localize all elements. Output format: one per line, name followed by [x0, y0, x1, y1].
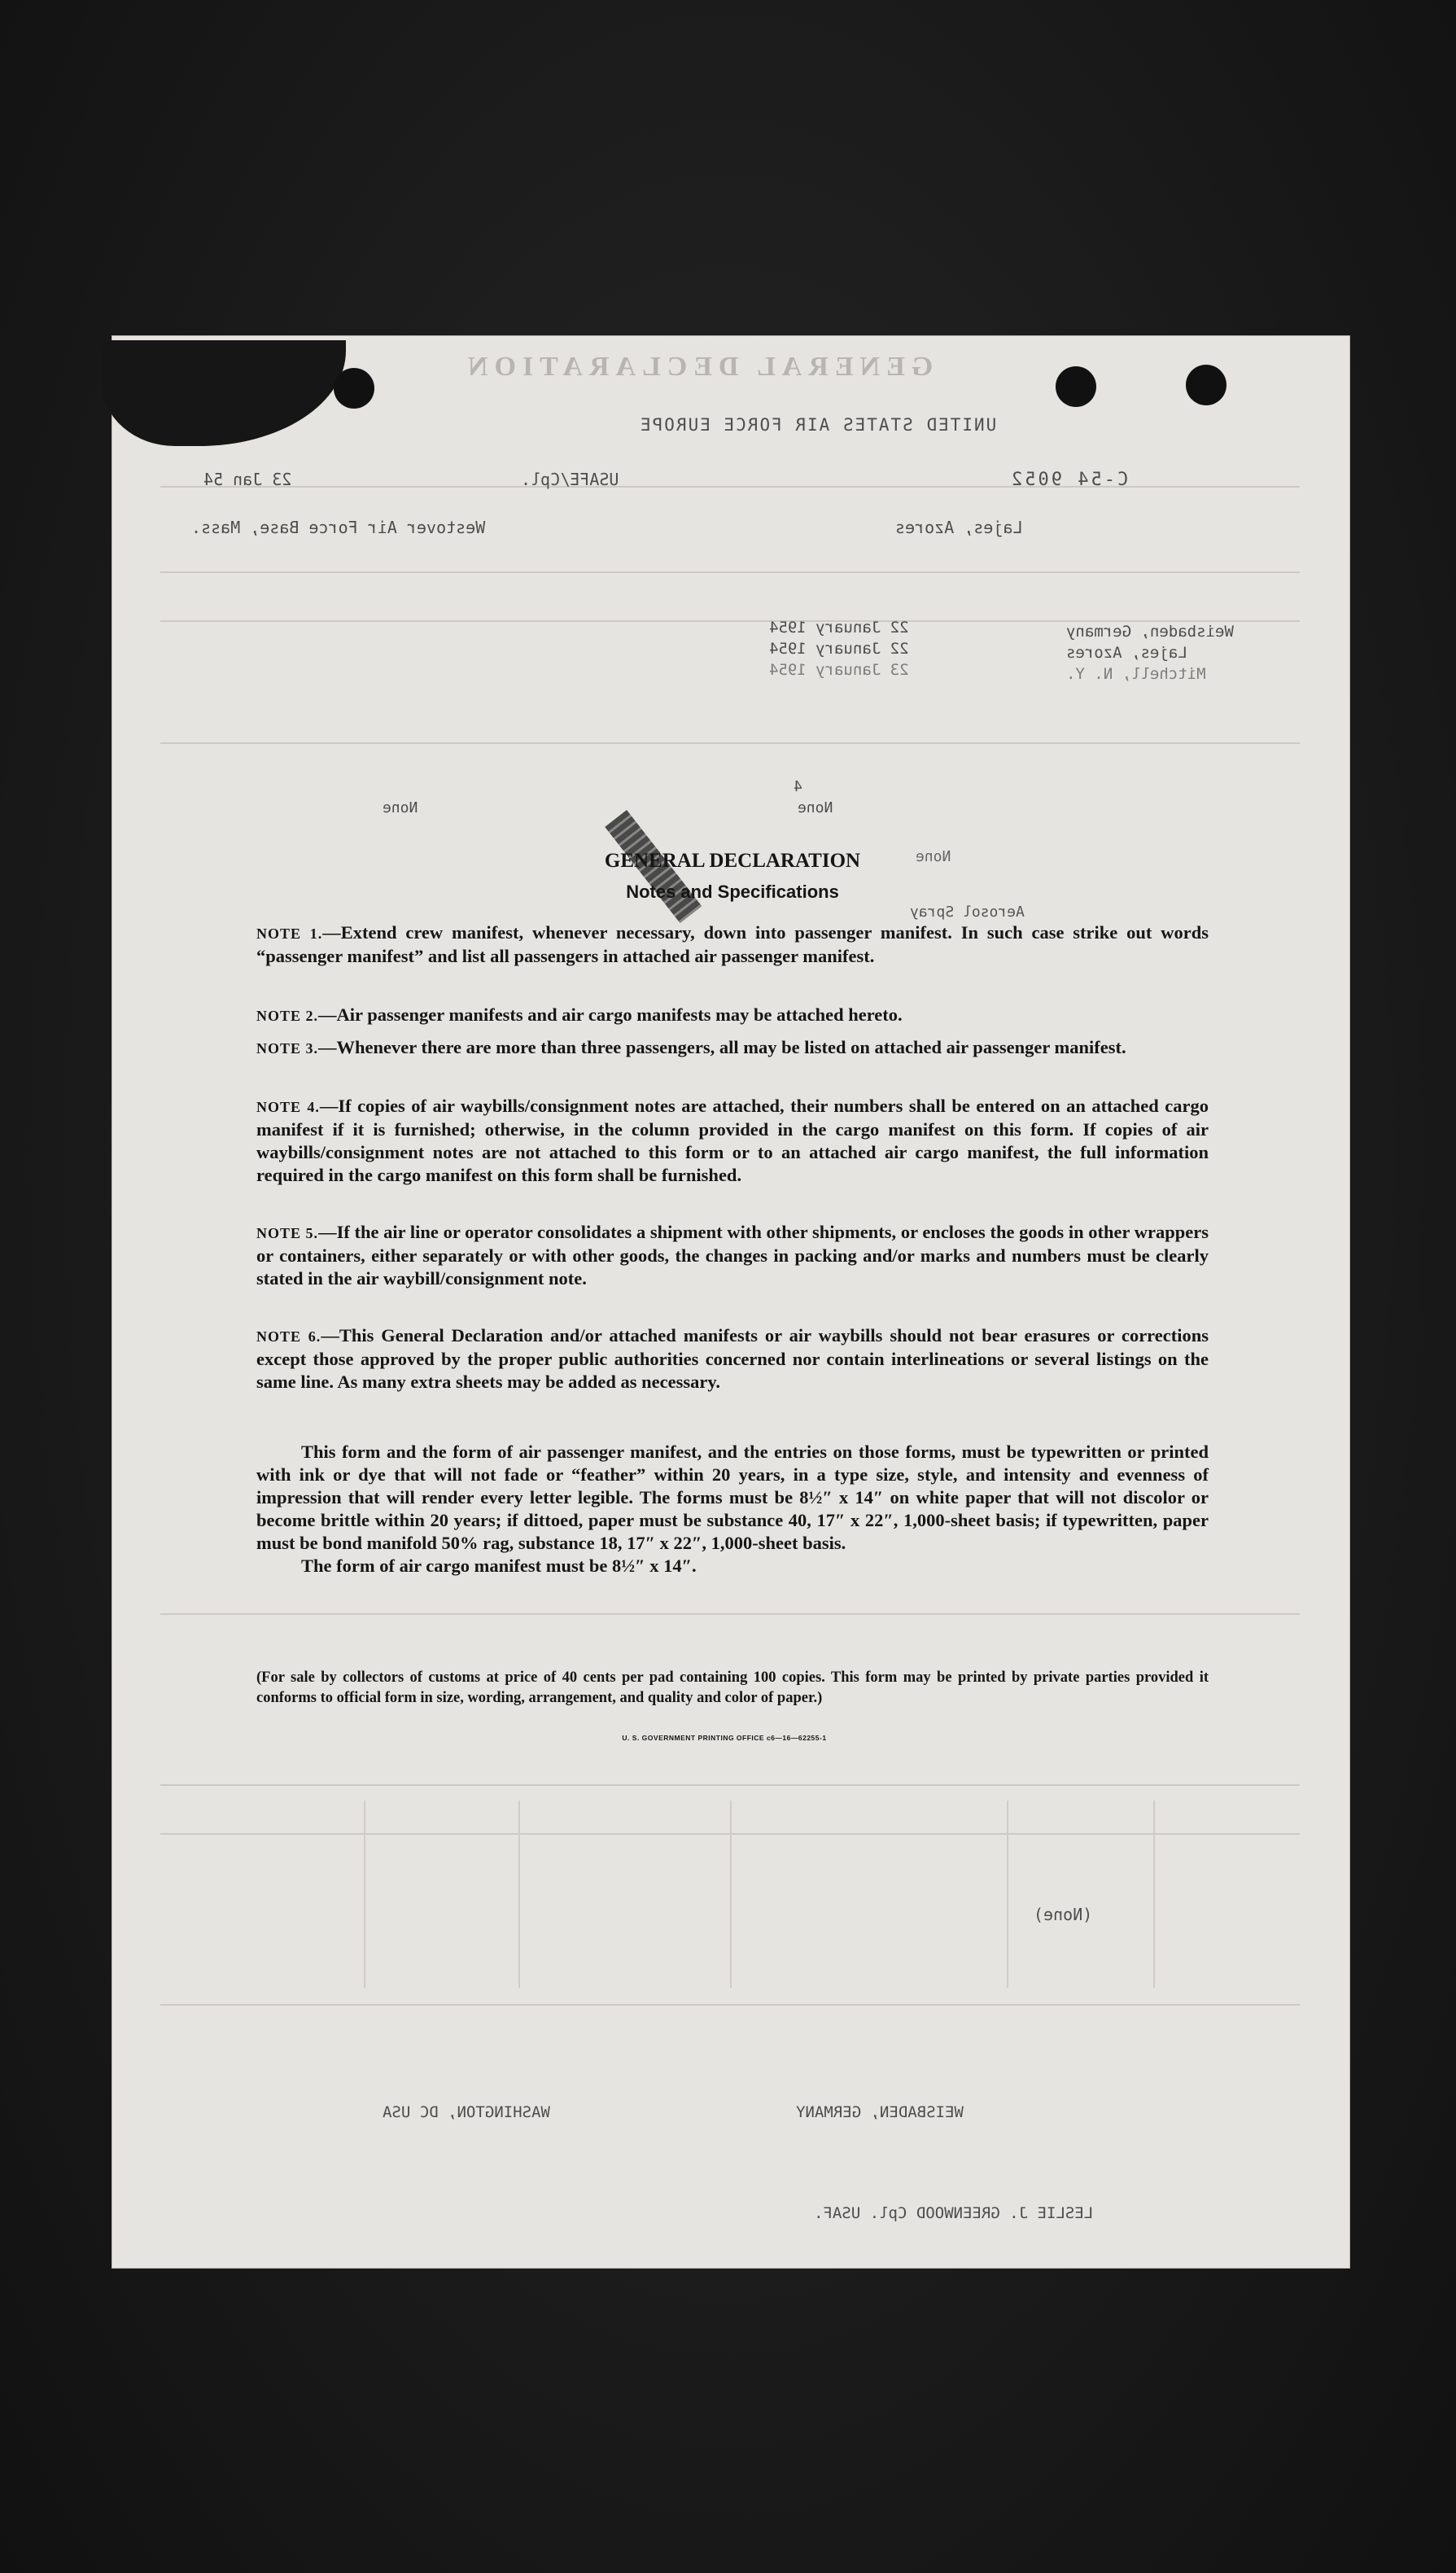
bleed-destination: WASHINGTON, DC USA: [383, 2103, 550, 2121]
note-text: —If the air line or operator consolidates a shipment with other shipments, or encloses the goods in other wrappers or containers, either separately or with other goods, the changes in packing and/or marks and numbers must be clearly stated in the air waybill/consignment note.: [256, 1222, 1209, 1289]
bleed-itinerary-place: Lajes, Azores: [1066, 644, 1187, 662]
bleed-header-title: GENERAL DECLARATION: [461, 352, 934, 382]
note-6: [256, 1324, 1209, 1394]
ghost-rule: [1007, 1801, 1008, 1988]
ghost-rule: [160, 486, 1300, 488]
note-4: [256, 1095, 1209, 1187]
note-5: [256, 1221, 1209, 1290]
ghost-rule: [160, 620, 1300, 622]
note-label: NOTE 4.: [256, 1099, 320, 1115]
bleed-itinerary-date: 22 January 1954: [769, 640, 909, 658]
ghost-rule: [1153, 1801, 1155, 1988]
note-label: NOTE 1.: [256, 925, 323, 942]
bleed-embarked: WEISBADEN, GERMANY: [796, 2103, 964, 2121]
ghost-rule: [160, 571, 1300, 573]
bleed-none: None: [798, 799, 833, 816]
ghost-rule: [518, 1801, 520, 1988]
sale-notice: (For sale by collectors of customs at price of 40 cents per pad containing 100 copies. This form may be printed by private parties provided it conforms to official form in size, wording, arrangement, and quality and color of paper.): [256, 1669, 1209, 1706]
note-1: [256, 921, 1209, 968]
page-title: GENERAL DECLARATION: [604, 850, 861, 872]
note-text: —Air passenger manifests and air cargo manifests may be attached hereto.: [318, 1004, 903, 1025]
ghost-rule: [160, 742, 1300, 744]
bleed-spray: Aerosol Spray: [910, 904, 1025, 921]
bleed-date: 23 Jan 54: [203, 470, 292, 489]
note-2: [256, 1004, 1209, 1027]
ghost-rule: [364, 1801, 365, 1988]
page-subtitle: Notes and Specifications: [626, 882, 839, 902]
note-text: —If copies of air waybills/consignment notes are attached, their numbers shall be entered on an attached cargo manifest if it is furnished; otherwise, in the column provided in the cargo manifest on this form. If copies of air waybills/consignment notes are not attached to this form or to an attached air cargo manifest, the full information required in the cargo manifest on this form shall be furnished.: [256, 1096, 1209, 1185]
ghost-rule: [160, 1784, 1300, 1786]
bleed-signature: LESLIE J. GREENWOOD Cpl. USAF.: [814, 2204, 1094, 2222]
bleed-itinerary-place: Weisbaden, Germany: [1066, 623, 1234, 641]
note-3: [256, 1036, 1209, 1060]
bleed-passengers: 4: [794, 778, 802, 795]
bleed-departure: Lajes, Azores: [895, 518, 1023, 537]
ghost-rule: [160, 2004, 1300, 2006]
bleed-arrival: Westover Air Force Base, Mass.: [191, 518, 486, 537]
ghost-rule: [730, 1801, 732, 1988]
bleed-itinerary-date: 23 January 1954: [769, 661, 909, 679]
note-text: —Extend crew manifest, whenever necessary, down into passenger manifest. In such case strike out words “passenger manifest” and list all passengers in attached air passenger manifest.: [256, 922, 1209, 966]
punch-hole: [334, 368, 374, 409]
punch-hole: [1056, 366, 1096, 407]
bleed-itinerary-date: 22 January 1954: [769, 619, 909, 637]
bleed-none: None: [383, 799, 418, 816]
note-label: NOTE 2.: [256, 1008, 319, 1024]
note-text: —Whenever there are more than three passengers, all may be listed on attached air passenger manifest.: [318, 1037, 1126, 1057]
specification-text: This form and the form of air passenger manifest, and the entries on those forms, must be typewritten or printed with ink or dye that will not fade or “feather” within 20 years, in a type size, style, and intensity and evenness of impression that will render every letter legible. The forms must be 8½″ x 14″ on white paper that will not discolor or become brittle within 20 years; if dittoed, paper must be substance 40, 17″ x 22″, 1,000-sheet basis; if typewritten, paper must be bond manifold 50% rag, substance 18, 17″ x 22″, 1,000-sheet basis.: [256, 1442, 1209, 1553]
note-label: NOTE 5.: [256, 1225, 319, 1241]
specification-paragraph: [256, 1441, 1209, 1577]
bleed-rank: USAFE/Cpl.: [521, 470, 619, 489]
bleed-flight: C-54 9052: [1009, 470, 1129, 490]
punch-hole: [1186, 365, 1226, 405]
note-label: NOTE 3.: [256, 1040, 319, 1057]
bleed-operator: UNITED STATES AIR FORCE EUROPE: [639, 415, 997, 435]
bleed-none: None: [916, 848, 951, 865]
ghost-rule: [160, 1613, 1300, 1615]
printer-imprint: U. S. GOVERNMENT PRINTING OFFICE c6—16—62255-1: [622, 1734, 827, 1742]
bleed-cargo-none: (None): [1034, 1905, 1093, 1924]
note-text: —This General Declaration and/or attached manifests or air waybills should not bear erasures or corrections except those approved by the proper public authorities concerned nor contain interlineations or several listings on the same line. As many extra sheets may be added as necessary.: [256, 1325, 1209, 1392]
cargo-manifest-size: The form of air cargo manifest must be 8½″ x 14″.: [301, 1556, 697, 1576]
note-label: NOTE 6.: [256, 1328, 321, 1345]
bleed-itinerary-place: Mitchell, N. Y.: [1066, 665, 1206, 683]
